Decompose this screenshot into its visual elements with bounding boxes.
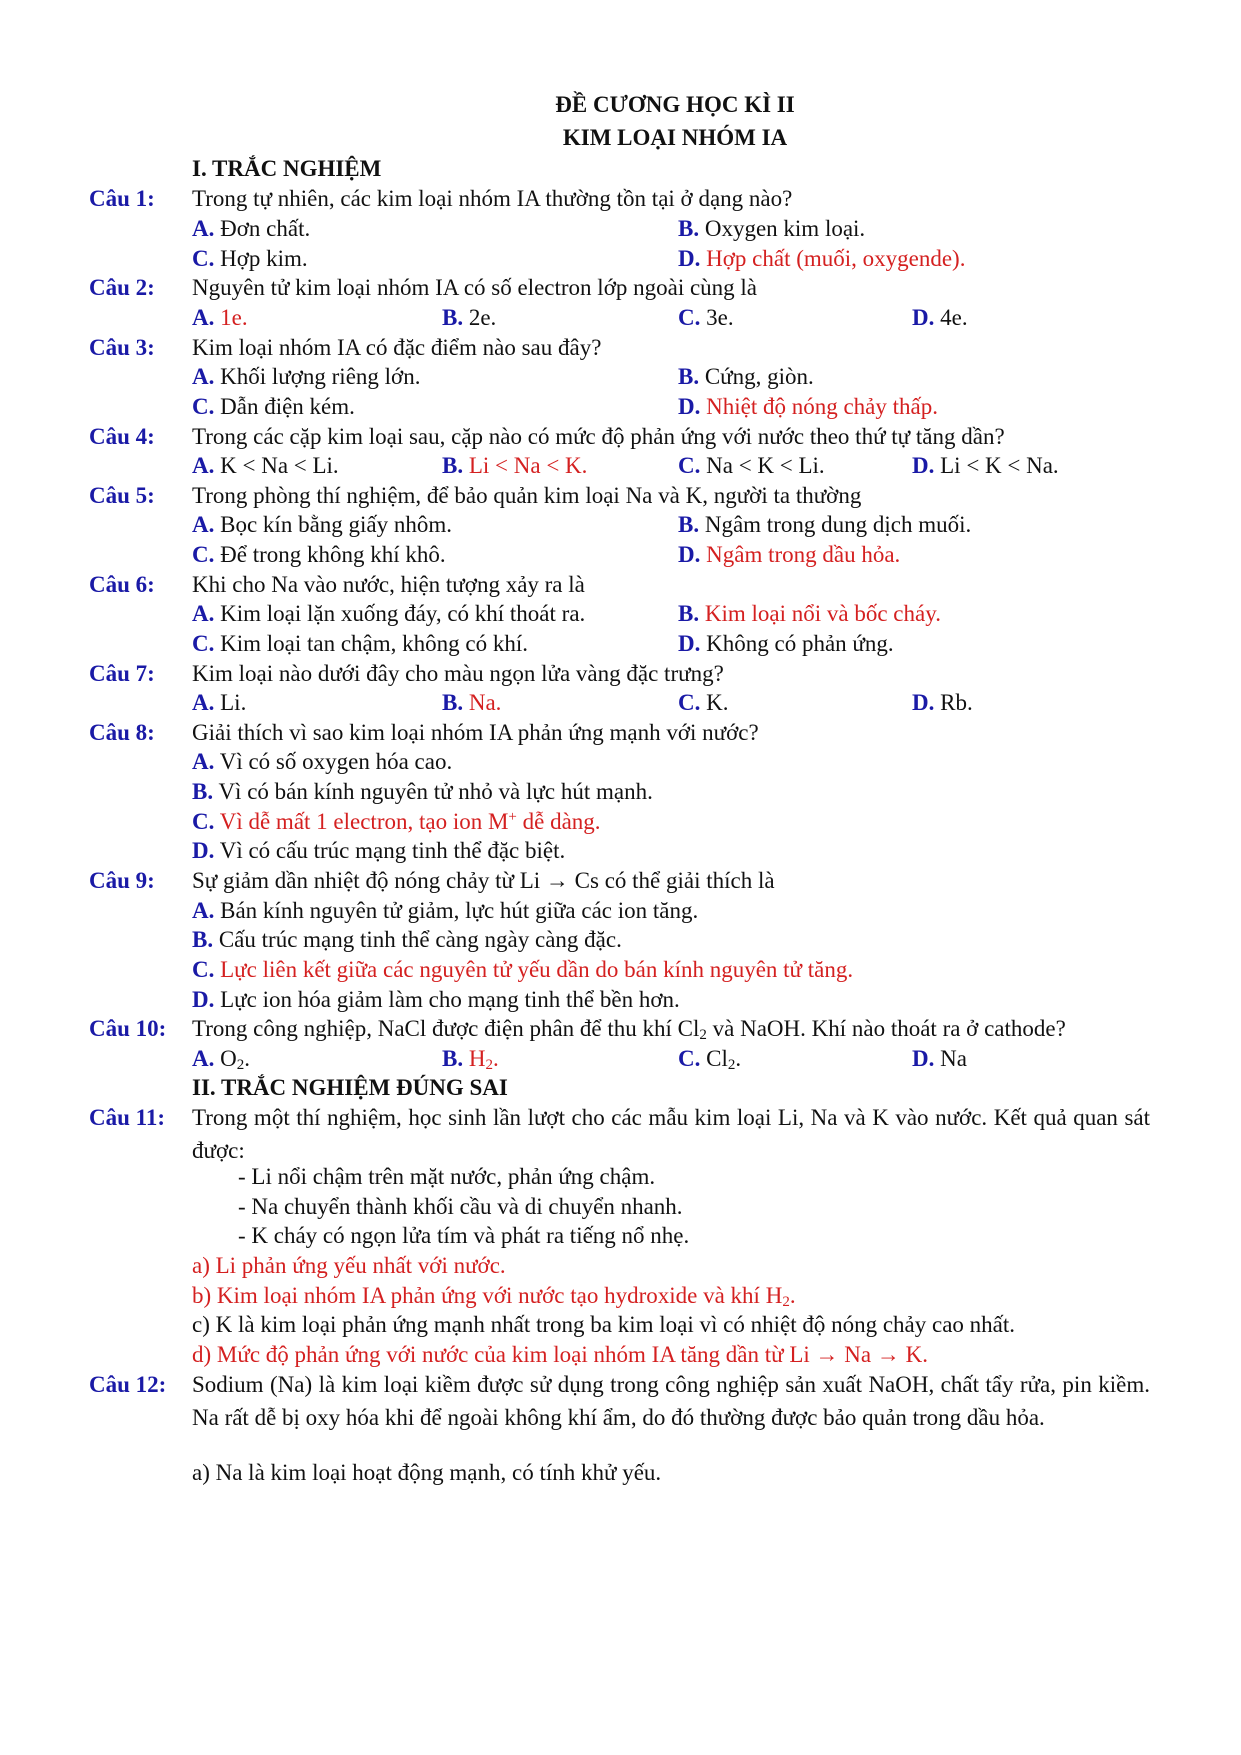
question-label: Câu 11: bbox=[89, 1105, 166, 1130]
question-label: Câu 10: bbox=[89, 1016, 167, 1041]
question-8 bbox=[0, 716, 1241, 749]
question-7 bbox=[0, 657, 1241, 690]
option-c: C. Hợp kim. bbox=[192, 246, 308, 271]
option-a: A. Vì có số oxygen hóa cao. bbox=[192, 749, 453, 774]
question-11 bbox=[0, 1101, 1241, 1167]
section-heading: II. TRẮC NGHIỆM ĐÚNG SAI bbox=[192, 1075, 508, 1100]
option-c: C. K. bbox=[678, 690, 729, 715]
option-d: D. Vì có cấu trúc mạng tinh thể đặc biệt. bbox=[192, 838, 566, 863]
question-label: Câu 8: bbox=[89, 720, 155, 745]
observation-item: - Na chuyển thành khối cầu và di chuyển nhanh. bbox=[238, 1194, 683, 1219]
option-d: D. Rb. bbox=[912, 690, 973, 715]
option-a: A. Kim loại lặn xuống đáy, có khí thoát ra. bbox=[192, 601, 586, 626]
question-text: Giải thích vì sao kim loại nhóm IA phản ứng mạnh với nước? bbox=[192, 720, 759, 745]
statement-a: a) Li phản ứng yếu nhất với nước. bbox=[192, 1253, 506, 1278]
option-a: A. Bọc kín bằng giấy nhôm. bbox=[192, 512, 453, 537]
option-a: A. Li. bbox=[192, 690, 247, 715]
question-label: Câu 3: bbox=[89, 335, 155, 360]
question-label: Câu 1: bbox=[89, 186, 155, 211]
question-text: Trong một thí nghiệm, học sinh lần lượt cho các mẫu kim loại Li, Na và K vào nước. Kết quả quan sát được: bbox=[192, 1105, 1150, 1163]
option-a: A. Bán kính nguyên tử giảm, lực hút giữa các ion tăng. bbox=[192, 898, 699, 923]
option-b: B. Cứng, giòn. bbox=[678, 364, 814, 389]
option-b-correct: B. Kim loại nổi và bốc cháy. bbox=[678, 601, 941, 626]
observation-item: - Li nổi chậm trên mặt nước, phản ứng chậm. bbox=[238, 1164, 656, 1189]
option-a: A. Đơn chất. bbox=[192, 216, 311, 241]
option-d: D. Lực ion hóa giảm làm cho mạng tinh thể bền hơn. bbox=[192, 987, 680, 1012]
option-d: D. 4e. bbox=[912, 305, 968, 330]
question-label: Câu 9: bbox=[89, 868, 155, 893]
option-b-correct: B. Na. bbox=[442, 690, 502, 715]
option-b-correct: B. Li < Na < K. bbox=[442, 453, 588, 478]
option-a: A. $O_2$. bbox=[192, 1046, 250, 1073]
option-b: B. Cấu trúc mạng tinh thể càng ngày càng đặc. bbox=[192, 927, 622, 952]
option-b: B. Vì có bán kính nguyên tử nhỏ và lực hút mạnh. bbox=[192, 779, 653, 804]
option-c: C. Kim loại tan chậm, không có khí. bbox=[192, 631, 529, 656]
question-text: Nguyên tử kim loại nhóm IA có số electron lớp ngoài cùng là bbox=[192, 275, 758, 300]
option-d-correct: D. Ngâm trong dầu hỏa. bbox=[678, 542, 901, 567]
question-12 bbox=[0, 1368, 1241, 1467]
question-text: Kim loại nhóm IA có đặc điểm nào sau đây? bbox=[192, 335, 602, 360]
question-label: Câu 4: bbox=[89, 424, 155, 449]
option-b-correct: B. $H_2$. bbox=[442, 1046, 499, 1073]
option-b: B. Oxygen kim loại. bbox=[678, 216, 866, 241]
observation-item: - K cháy có ngọn lửa tím và phát ra tiếng nổ nhẹ. bbox=[238, 1223, 690, 1248]
statement-c: c) K là kim loại phản ứng mạnh nhất trong ba kim loại vì có nhiệt độ nóng chảy cao nhất. bbox=[192, 1312, 1016, 1337]
question-9 bbox=[0, 864, 1241, 897]
statement-a: a) Na là kim loại hoạt động mạnh, có tính khử yếu. bbox=[192, 1460, 662, 1485]
option-d: D. Li < K < Na. bbox=[912, 453, 1059, 478]
question-1 bbox=[0, 182, 1241, 215]
question-label: Câu 6: bbox=[89, 572, 155, 597]
option-d: D. Na bbox=[912, 1046, 967, 1071]
option-d-correct: D. Nhiệt độ nóng chảy thấp. bbox=[678, 394, 938, 419]
question-text: Khi cho Na vào nước, hiện tượng xảy ra là bbox=[192, 572, 585, 597]
question-label: Câu 2: bbox=[89, 275, 155, 300]
option-c: C. Để trong không khí khô. bbox=[192, 542, 446, 567]
option-c: C. Dẫn điện kém. bbox=[192, 394, 355, 419]
doc-subtitle: KIM LOẠI NHÓM IA bbox=[562, 125, 788, 150]
statement-b: b) Kim loại nhóm IA phản ứng với nước tạo hydroxide và khí $H_2$. bbox=[192, 1283, 796, 1310]
option-b: B. Ngâm trong dung dịch muối. bbox=[678, 512, 972, 537]
question-text: Trong các cặp kim loại sau, cặp nào có mức độ phản ứng với nước theo thứ tự tăng dần? bbox=[192, 424, 1005, 449]
doc-title: ĐỀ CƯƠNG HỌC KÌ II bbox=[555, 92, 795, 117]
question-label: Câu 7: bbox=[89, 661, 155, 686]
question-label: Câu 5: bbox=[89, 483, 155, 508]
option-c: C. Na < K < Li. bbox=[678, 453, 825, 478]
question-label: Câu 12: bbox=[89, 1372, 167, 1397]
question-2 bbox=[0, 271, 1241, 304]
question-text: Sự giảm dần nhiệt độ nóng chảy từ Li → Cs có thể giải thích là bbox=[192, 868, 775, 893]
option-b: B. 2e. bbox=[442, 305, 497, 330]
section-heading: I. TRẮC NGHIỆM bbox=[192, 156, 382, 181]
option-a: A. Khối lượng riêng lớn. bbox=[192, 364, 421, 389]
option-a: A. K < Na < Li. bbox=[192, 453, 339, 478]
option-c: C. $Cl_2$. bbox=[678, 1046, 742, 1073]
question-text: Kim loại nào dưới đây cho màu ngọn lửa vàng đặc trưng? bbox=[192, 661, 724, 686]
question-6 bbox=[0, 568, 1241, 601]
question-5 bbox=[0, 479, 1241, 512]
question-3 bbox=[0, 331, 1241, 364]
option-a-correct: A. 1e. bbox=[192, 305, 248, 330]
question-text: Trong công nghiệp, NaCl được điện phân để thu khí $Cl_2$ và NaOH. Khí nào thoát ra ở cathode? bbox=[192, 1016, 1066, 1043]
option-d-correct: D. Hợp chất (muối, oxygende). bbox=[678, 246, 966, 271]
question-text: Sodium (Na) là kim loại kiềm được sử dụng trong công nghiệp sản xuất NaOH, chất tẩy rửa, pin kiềm. Na rất dễ bị oxy hóa khi để ngoài không khí ẩm, do đó thường được bảo quản trong dầu hỏa. bbox=[192, 1372, 1150, 1430]
question-text: Trong phòng thí nghiệm, để bảo quản kim loại Na và K, người ta thường bbox=[192, 483, 862, 508]
option-c-correct: C. Lực liên kết giữa các nguyên tử yếu dần do bán kính nguyên tử tăng. bbox=[192, 957, 854, 982]
option-d: D. Không có phản ứng. bbox=[678, 631, 894, 656]
question-10 bbox=[0, 1012, 1241, 1045]
option-c: C. 3e. bbox=[678, 305, 734, 330]
statement-d: d) Mức độ phản ứng với nước của kim loại nhóm IA tăng dần từ Li → Na → K. bbox=[192, 1342, 928, 1367]
question-text: Trong tự nhiên, các kim loại nhóm IA thường tồn tại ở dạng nào? bbox=[192, 186, 793, 211]
option-c-correct: C. Vì dễ mất 1 electron, tạo ion M+ dễ dàng. bbox=[192, 809, 601, 834]
